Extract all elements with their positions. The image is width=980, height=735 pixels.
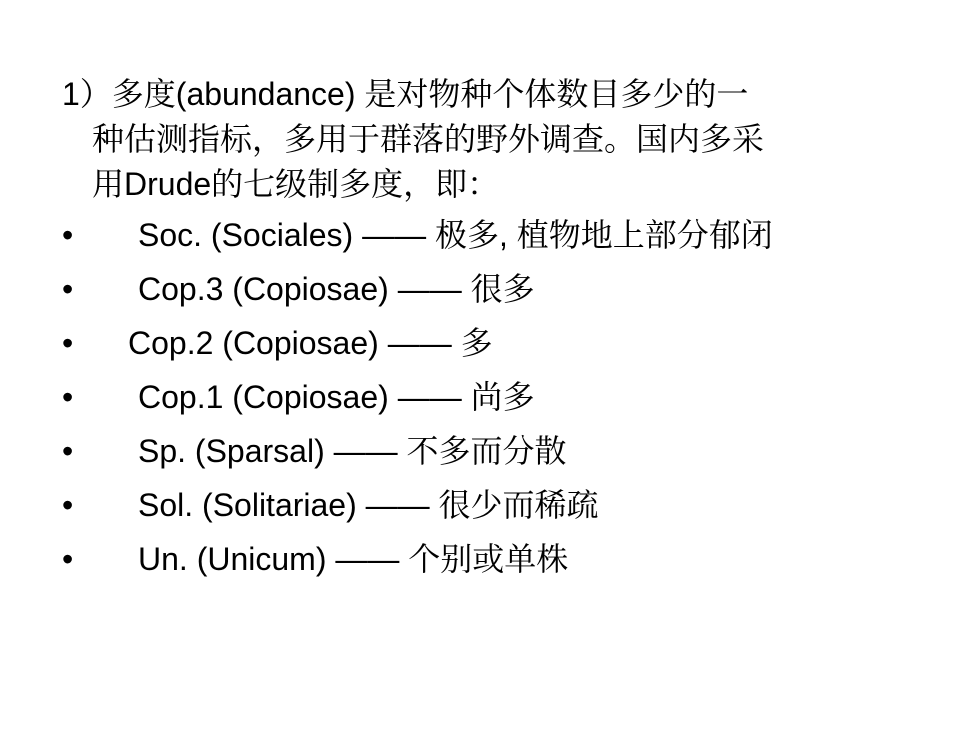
bullet-icon: • [62,433,74,469]
bullet-icon: • [62,325,74,361]
list-item [62,267,962,321]
intro-line-3: 用Drude的七级制多度，即： [92,166,500,202]
list-item-text: Cop.1 (Copiosae) —— 尚多 [138,379,535,415]
list-item [62,375,962,429]
bullet-icon: • [62,217,74,253]
list-item [62,321,962,375]
intro-paragraph [62,72,942,207]
bullet-icon: • [62,541,74,577]
list-item-text: Cop.2 (Copiosae) —— 多 [128,325,493,361]
list-item [62,213,962,267]
bullet-icon: • [62,379,74,415]
list-item-text: Soc. (Sociales) —— 极多, 植物地上部分郁闭 [138,217,773,253]
list-item-text: Cop.3 (Copiosae) —— 很多 [138,271,535,307]
bullet-icon: • [62,271,74,307]
intro-line-1: 1）多度(abundance) 是对物种个体数目多少的一 [62,76,749,112]
list-item-text: Sp. (Sparsal) —— 不多而分散 [138,433,567,469]
list-item [62,483,962,537]
list-item-text: Sol. (Solitariae) —— 很少而稀疏 [138,487,599,523]
bullet-icon: • [62,487,74,523]
list-item [62,537,962,591]
list-item [62,429,962,483]
abundance-scale-list [62,213,962,591]
intro-line-2: 种估测指标，多用于群落的野外调查。国内多采 [92,121,765,157]
list-item-text: Un. (Unicum) —— 个别或单株 [138,541,569,577]
